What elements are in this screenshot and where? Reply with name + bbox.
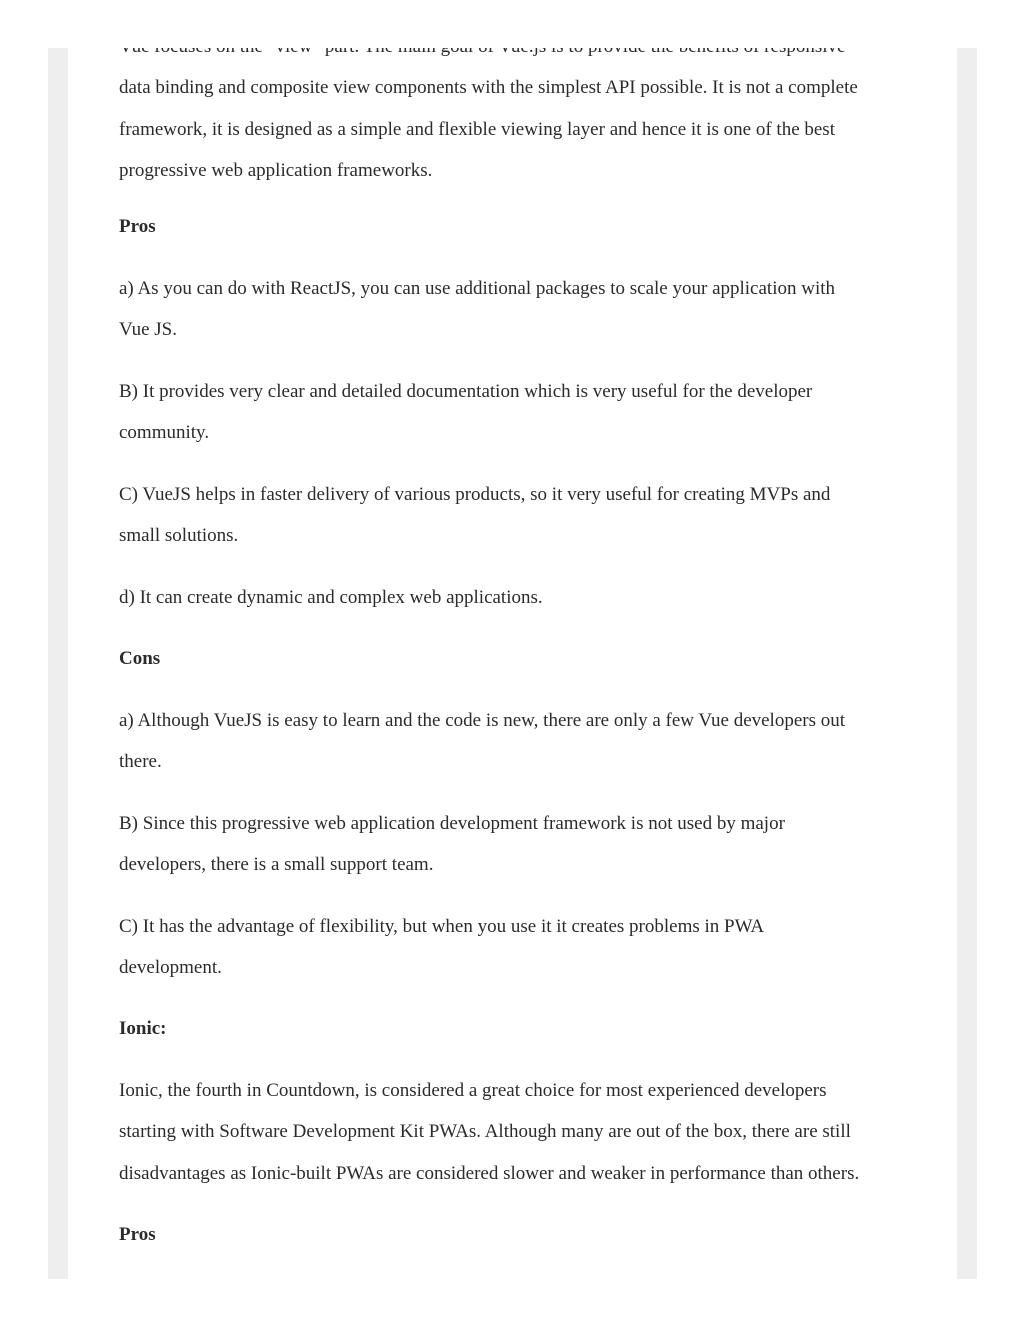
text-line: there. [119, 751, 162, 773]
left-page-gutter [48, 48, 68, 1279]
text-line: community. [119, 422, 210, 444]
pros-item-c [119, 474, 919, 557]
text-line: progressive web application frameworks. [119, 159, 433, 181]
article-body [119, 0, 919, 1325]
text-line: a) Although VueJS is easy to learn and the code is new, there are only a few Vue developers out [119, 710, 846, 731]
right-page-gutter [957, 48, 977, 1279]
text-line: B) It provides very clear and detailed documentation which is very useful for the developer [119, 381, 813, 402]
text-line: data binding and composite view components with the simplest API possible. It is not a complete [119, 77, 858, 99]
text-line: starting with Software Development Kit PWAs. Although many are out of the box, there are still [119, 1121, 851, 1143]
pros-item-d [119, 577, 919, 618]
text-line: Ionic, the fourth in Countdown, is considered a great choice for most experienced developers [119, 1080, 827, 1101]
cons-item-b [119, 803, 919, 886]
ionic-heading: Ionic: [119, 1018, 167, 1039]
cons-item-a [119, 700, 919, 783]
text-line: small solutions. [119, 525, 239, 547]
text-line: B) Since this progressive web application development framework is not used by major [119, 813, 785, 834]
pros-heading: Pros [119, 216, 156, 237]
cons-heading: Cons [119, 648, 161, 669]
ionic-pros-heading: Pros [119, 1224, 156, 1245]
text-line: C) VueJS helps in faster delivery of various products, so it very useful for creating MVPs and [119, 484, 831, 505]
text-line: development. [119, 957, 222, 979]
text-line: disadvantages as Ionic-built PWAs are considered slower and weaker in performance than others. [119, 1162, 860, 1184]
ionic-paragraph [119, 1070, 919, 1194]
cons-item-c [119, 906, 919, 989]
text-line: developers, there is a small support team. [119, 854, 434, 876]
text-line: Vue JS. [119, 319, 177, 341]
text-line: d) It can create dynamic and complex web applications. [119, 587, 543, 608]
text-line: a) As you can do with ReactJS, you can use additional packages to scale your application with [119, 278, 836, 299]
intro-paragraph [119, 26, 919, 191]
pros-item-a [119, 268, 919, 351]
pros-item-b [119, 371, 919, 454]
text-line: framework, it is designed as a simple and flexible viewing layer and hence it is one of the best [119, 118, 835, 140]
top-clip-mask [0, 0, 1024, 48]
text-line: C) It has the advantage of flexibility, but when you use it it creates problems in PWA [119, 916, 765, 937]
